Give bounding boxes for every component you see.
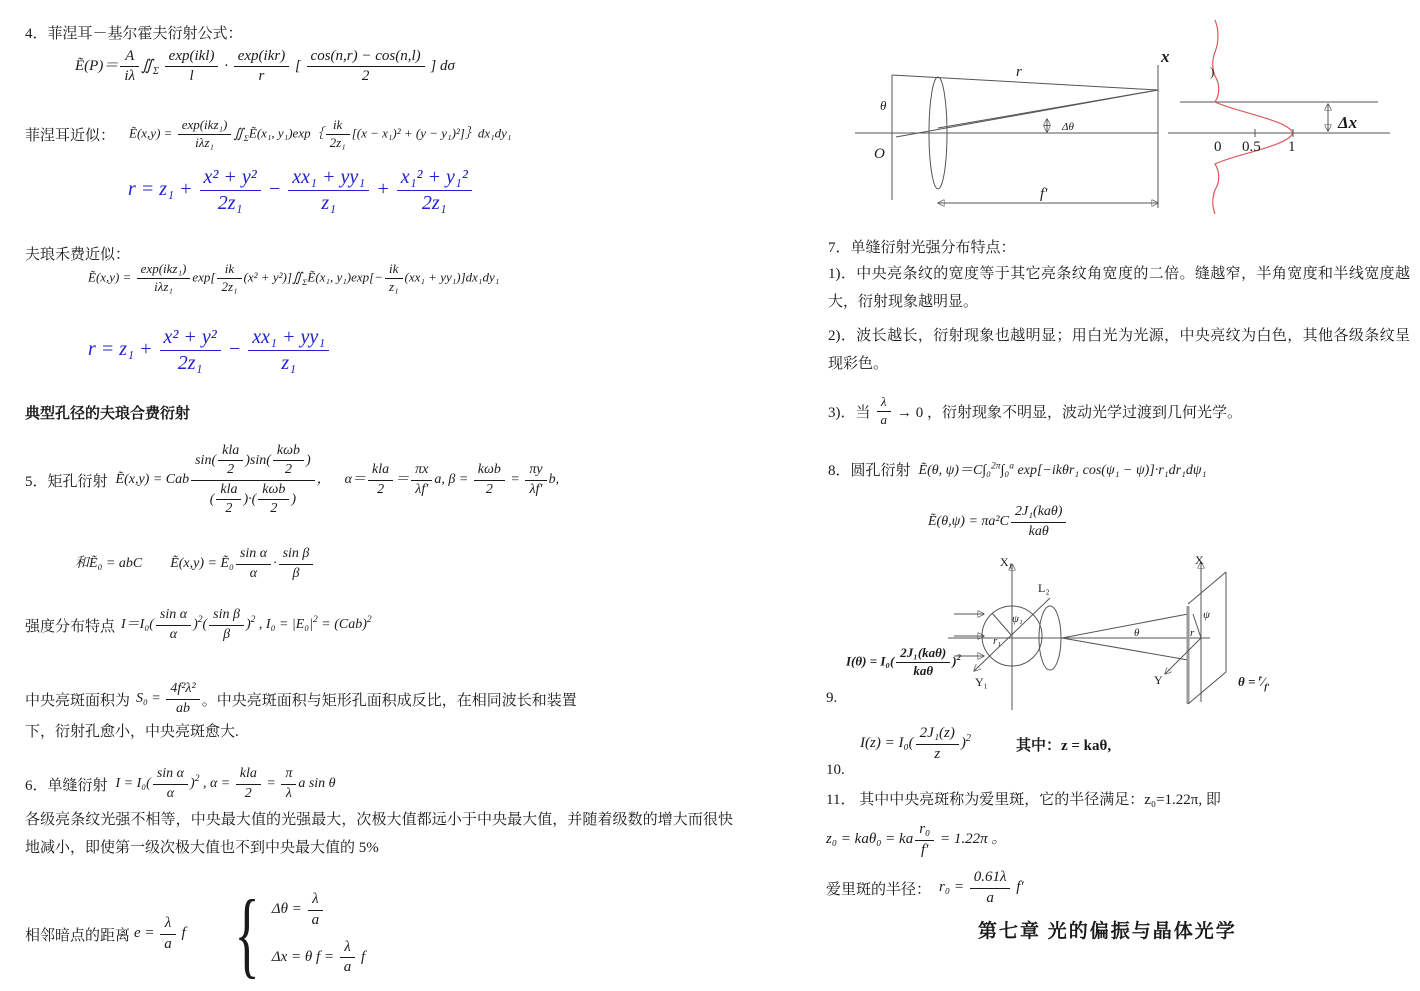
x-axis-label: x	[1161, 47, 1170, 66]
rays-and-screen-group	[1062, 562, 1226, 704]
tick-05: 0.5	[1242, 139, 1261, 155]
lens2-label: L₂	[1038, 581, 1050, 595]
rect-aperture-formula: Ẽ(x,y) = Cab sin( $\frac{\text{kla}}{2}$ )sin( $\frac{\text{kωb}}{2}$ ) ( $\frac{\text{kla}}{2}$ )·( $\frac{\text{kωb}}{2}$ ) ，	[115, 443, 331, 516]
intensity-row	[25, 598, 372, 652]
x-screen-label: X	[1195, 553, 1204, 567]
single-slit-formula: I = I₀( $\frac{\text{sin α}}{\alpha}$ )$^2$ , α = $\frac{\text{kla}}{2}$ = $\frac{\pi}{\lambda}$ a sin θ	[115, 766, 336, 801]
kirchhoff-formula: Ẽ(P)＝ $\frac{A}{i\lambda}$ $∬_\Sigma$ $\frac{\text{exp(ikl)}}{l}$ · $\frac{\text{exp(ikr)}}{r}$ [ $\frac{\cos(n,r) - \cos(n,l)}{2}$ ] dσ	[75, 48, 455, 85]
y1-axis-label: Y₁	[975, 675, 988, 689]
section7-title: 7．单缝衍射光强分布特点：	[828, 240, 1016, 256]
psi1-label: ψ₁	[1012, 613, 1023, 625]
r-screen-label: r	[1190, 627, 1195, 639]
circular-aperture-label: 8．圆孔衍射	[828, 462, 911, 479]
item3-suffix: → 0 ，衍射现象不明显，波动光学过渡到几何光学。	[897, 404, 1243, 421]
typical-aperture-heading: 典型孔径的夫琅合费衍射	[25, 406, 191, 422]
single-slit-diagram	[850, 10, 1415, 225]
tick-1: 1	[1288, 139, 1296, 155]
intensity-formula: I＝I₀( $\frac{\text{sin α}}{\alpha}$ )$^2$( $\frac{\text{sin β}}{\beta}$ )$^2$ , $I_0 = |E_0|^2 = (Cab)^2$	[121, 607, 372, 642]
section7-item3	[828, 388, 1242, 434]
paren-mark: )	[1210, 64, 1215, 79]
delta-x-label: Δx	[1338, 113, 1358, 132]
section11-text: 11． 其中中央亮斑称为爱里斑，它的半径满足：z₀=1.22π, 即	[826, 792, 1221, 808]
section4-title: 4．菲涅耳－基尔霍夫衍射公式：	[25, 26, 243, 42]
z0-row	[826, 814, 1006, 866]
central-spot-formula: S₀ = $\frac{\text{4f²λ²}}{ab}$	[136, 681, 202, 716]
circular-result-row	[928, 494, 1068, 550]
slit-and-rays	[855, 65, 1158, 208]
dark-spacing-label: 相邻暗点的距离	[25, 927, 131, 944]
slit-intensity-paragraph: 各级亮条纹光强不相等，中央最大值的光强最大，次极大值都远小于中央最大值，并随着级数的增大而很快地减小，即使第一级次极大值也不到中央最大值的 5%	[25, 812, 733, 856]
section7-item2: 2)．波长越长，衍射现象也越明显；用白光为光源，中央亮纹为白色，其他各级条纹呈现彩色。	[828, 328, 1410, 372]
rect-aperture-row	[25, 420, 559, 540]
section9-label: 9.	[826, 690, 838, 706]
chapter7-title: 第七章 光的偏振与晶体光学	[978, 921, 1237, 942]
fresnel-r-formula: r = z₁ + $\frac{\text{x² + y²}}{\text{2z₁}}$ − $\frac{\text{xx₁ + yy₁}}{\text{z₁}}$ + $\frac{\text{x₁² + y₁²}}{\text{2z₁}}$	[128, 166, 474, 215]
iz-row	[860, 716, 1111, 772]
circular-aperture-diagram	[948, 552, 1418, 712]
section7-item1: 1)．中央亮条纹的宽度等于其它亮条纹角宽度的二倍。缝越窄，半角宽度和半线宽度越大，衍射现象越明显。	[828, 266, 1410, 310]
central-spot-label: 中央亮斑面积为	[25, 692, 131, 709]
theta-relation-formula: $\theta = ^r∕_{f'}$	[1238, 672, 1270, 692]
circular-result-formula: Ẽ(θ,ψ) = πa²C $\frac{\text{2J₁(kaθ)}}{\text{kaθ}}$	[928, 504, 1068, 539]
iz-formula: I(z) = I₀( $\frac{\text{2J₁(z)}}{z}$ )$^2$	[860, 725, 971, 762]
itheta-formula: I(θ) = I₀( $\frac{\text{2J₁(kaθ)}}{\text{kaθ}}$ )$^2$	[846, 645, 962, 678]
brace-system	[224, 879, 366, 987]
theta-label: θ	[880, 98, 887, 113]
airy-radius-row	[826, 864, 1024, 912]
e0-formula: 和Ẽ₀ = abC Ẽ(x,y) = Ẽ₀ $\frac{\text{sin α}}{\alpha}$ · $\frac{\text{sin β}}{\beta}$	[75, 546, 315, 581]
fraunhofer-formula: Ẽ(x,y) = $\frac{\text{exp(ikz₁)}}{\text{iλz₁}}$ exp[ $\frac{ik}{\text{2z₁}}$ $(x^2 + y^2)]∬_\Sigma Ẽ(x_1$, y₁)exp[− $\frac{ik}{\text{z₁}}$ (xx₁ + yy₁)]dx₁dy₁	[88, 261, 500, 294]
section10-label: 10.	[826, 762, 845, 778]
fresnel-label: 菲涅耳近似：	[25, 127, 116, 144]
airy-radius-formula: r₀ = $\frac{0.61\lambda}{a}$ f′	[939, 869, 1024, 906]
x1-axis-label: X₁	[1000, 555, 1013, 569]
origin-label: O	[874, 146, 885, 162]
sinc-intensity-curve	[1213, 20, 1293, 214]
z0-formula: z₀ = kaθ₀ = ka $\frac{\text{r₀}}{f'}$ = 1.22π 。	[826, 821, 1007, 858]
delta-theta-formula: Δθ = $\frac{\lambda}{a}$	[272, 891, 365, 929]
central-spot-row	[25, 672, 577, 726]
iz-note: 其中：z = kaθ,	[1015, 737, 1112, 754]
intensity-label: 强度分布特点	[25, 618, 116, 635]
left-brace: {	[234, 879, 260, 987]
fraunhofer-label: 夫琅禾费近似：	[25, 247, 131, 263]
single-slit-row	[25, 756, 336, 812]
e0-row	[75, 538, 315, 590]
dark-spacing-formula: e = $\frac{\lambda}{a}$ f	[134, 915, 186, 952]
dark-spacing-row	[25, 879, 366, 987]
delta-x-formula: Δx = θ f = $\frac{\lambda}{a}$ f	[271, 938, 366, 976]
circular-aperture-row	[828, 445, 1206, 493]
fresnel-approx-row	[25, 108, 511, 160]
item3-prefix: 3)．当	[828, 404, 871, 421]
focal-length-label: f′	[1040, 186, 1048, 202]
y-screen-label: Y	[1154, 673, 1163, 687]
theta2-label: θ	[1134, 627, 1140, 639]
alpha-beta-formula: α＝ $\frac{\text{kla}}{2}$ ＝ $\frac{\pi x}{\lambda f'}$ a, β = $\frac{\text{kωb}}{2}$ = $\frac{\pi y}{\lambda f'}$ b,	[344, 462, 560, 497]
brace-formulas	[272, 891, 365, 976]
r1-label: r₁	[993, 635, 1002, 647]
circular-aperture-formula: Ẽ(θ, ψ)＝C∫₀$^{2\pi}$∫₀$^a$ exp[−ikθr₁ cos(ψ₁ − ψ)]·r₁dr₁dψ₁	[918, 461, 1207, 478]
airy-radius-label: 爱里斑的半径：	[826, 881, 932, 898]
tick-0: 0	[1214, 139, 1222, 155]
fresnel-formula: Ẽ(x,y) = $\frac{\text{exp(ikz₁)}}{\text{iλz₁}}$ $∬_\Sigma Ẽ(x_1$, y₁)exp｛ $\frac{ik}{\text{2z₁}}$ [(x − x₁)² + (y − y₁)²]｝dx₁dy₁	[129, 116, 512, 150]
single-slit-label: 6．单缝衍射	[25, 777, 108, 794]
delta-theta-label: Δθ	[1062, 121, 1074, 133]
item3-fraction: $\frac{\lambda}{a}$	[875, 395, 894, 428]
central-spot-line2: 下，衍射孔愈小，中央亮斑愈大.	[25, 724, 239, 740]
fraunhofer-r-formula: r = z₁ + $\frac{\text{x² + y²}}{\text{2z₁}}$ − $\frac{\text{xx₁ + yy₁}}{\text{z₁}}$	[88, 326, 331, 375]
psi-label: ψ	[1203, 609, 1210, 621]
r-label: r	[1016, 64, 1022, 80]
central-spot-suffix: 。中央亮斑面积与矩形孔面积成反比，在相同波长和装置	[201, 692, 577, 709]
rect-aperture-label: 5．矩孔衍射	[25, 473, 108, 490]
